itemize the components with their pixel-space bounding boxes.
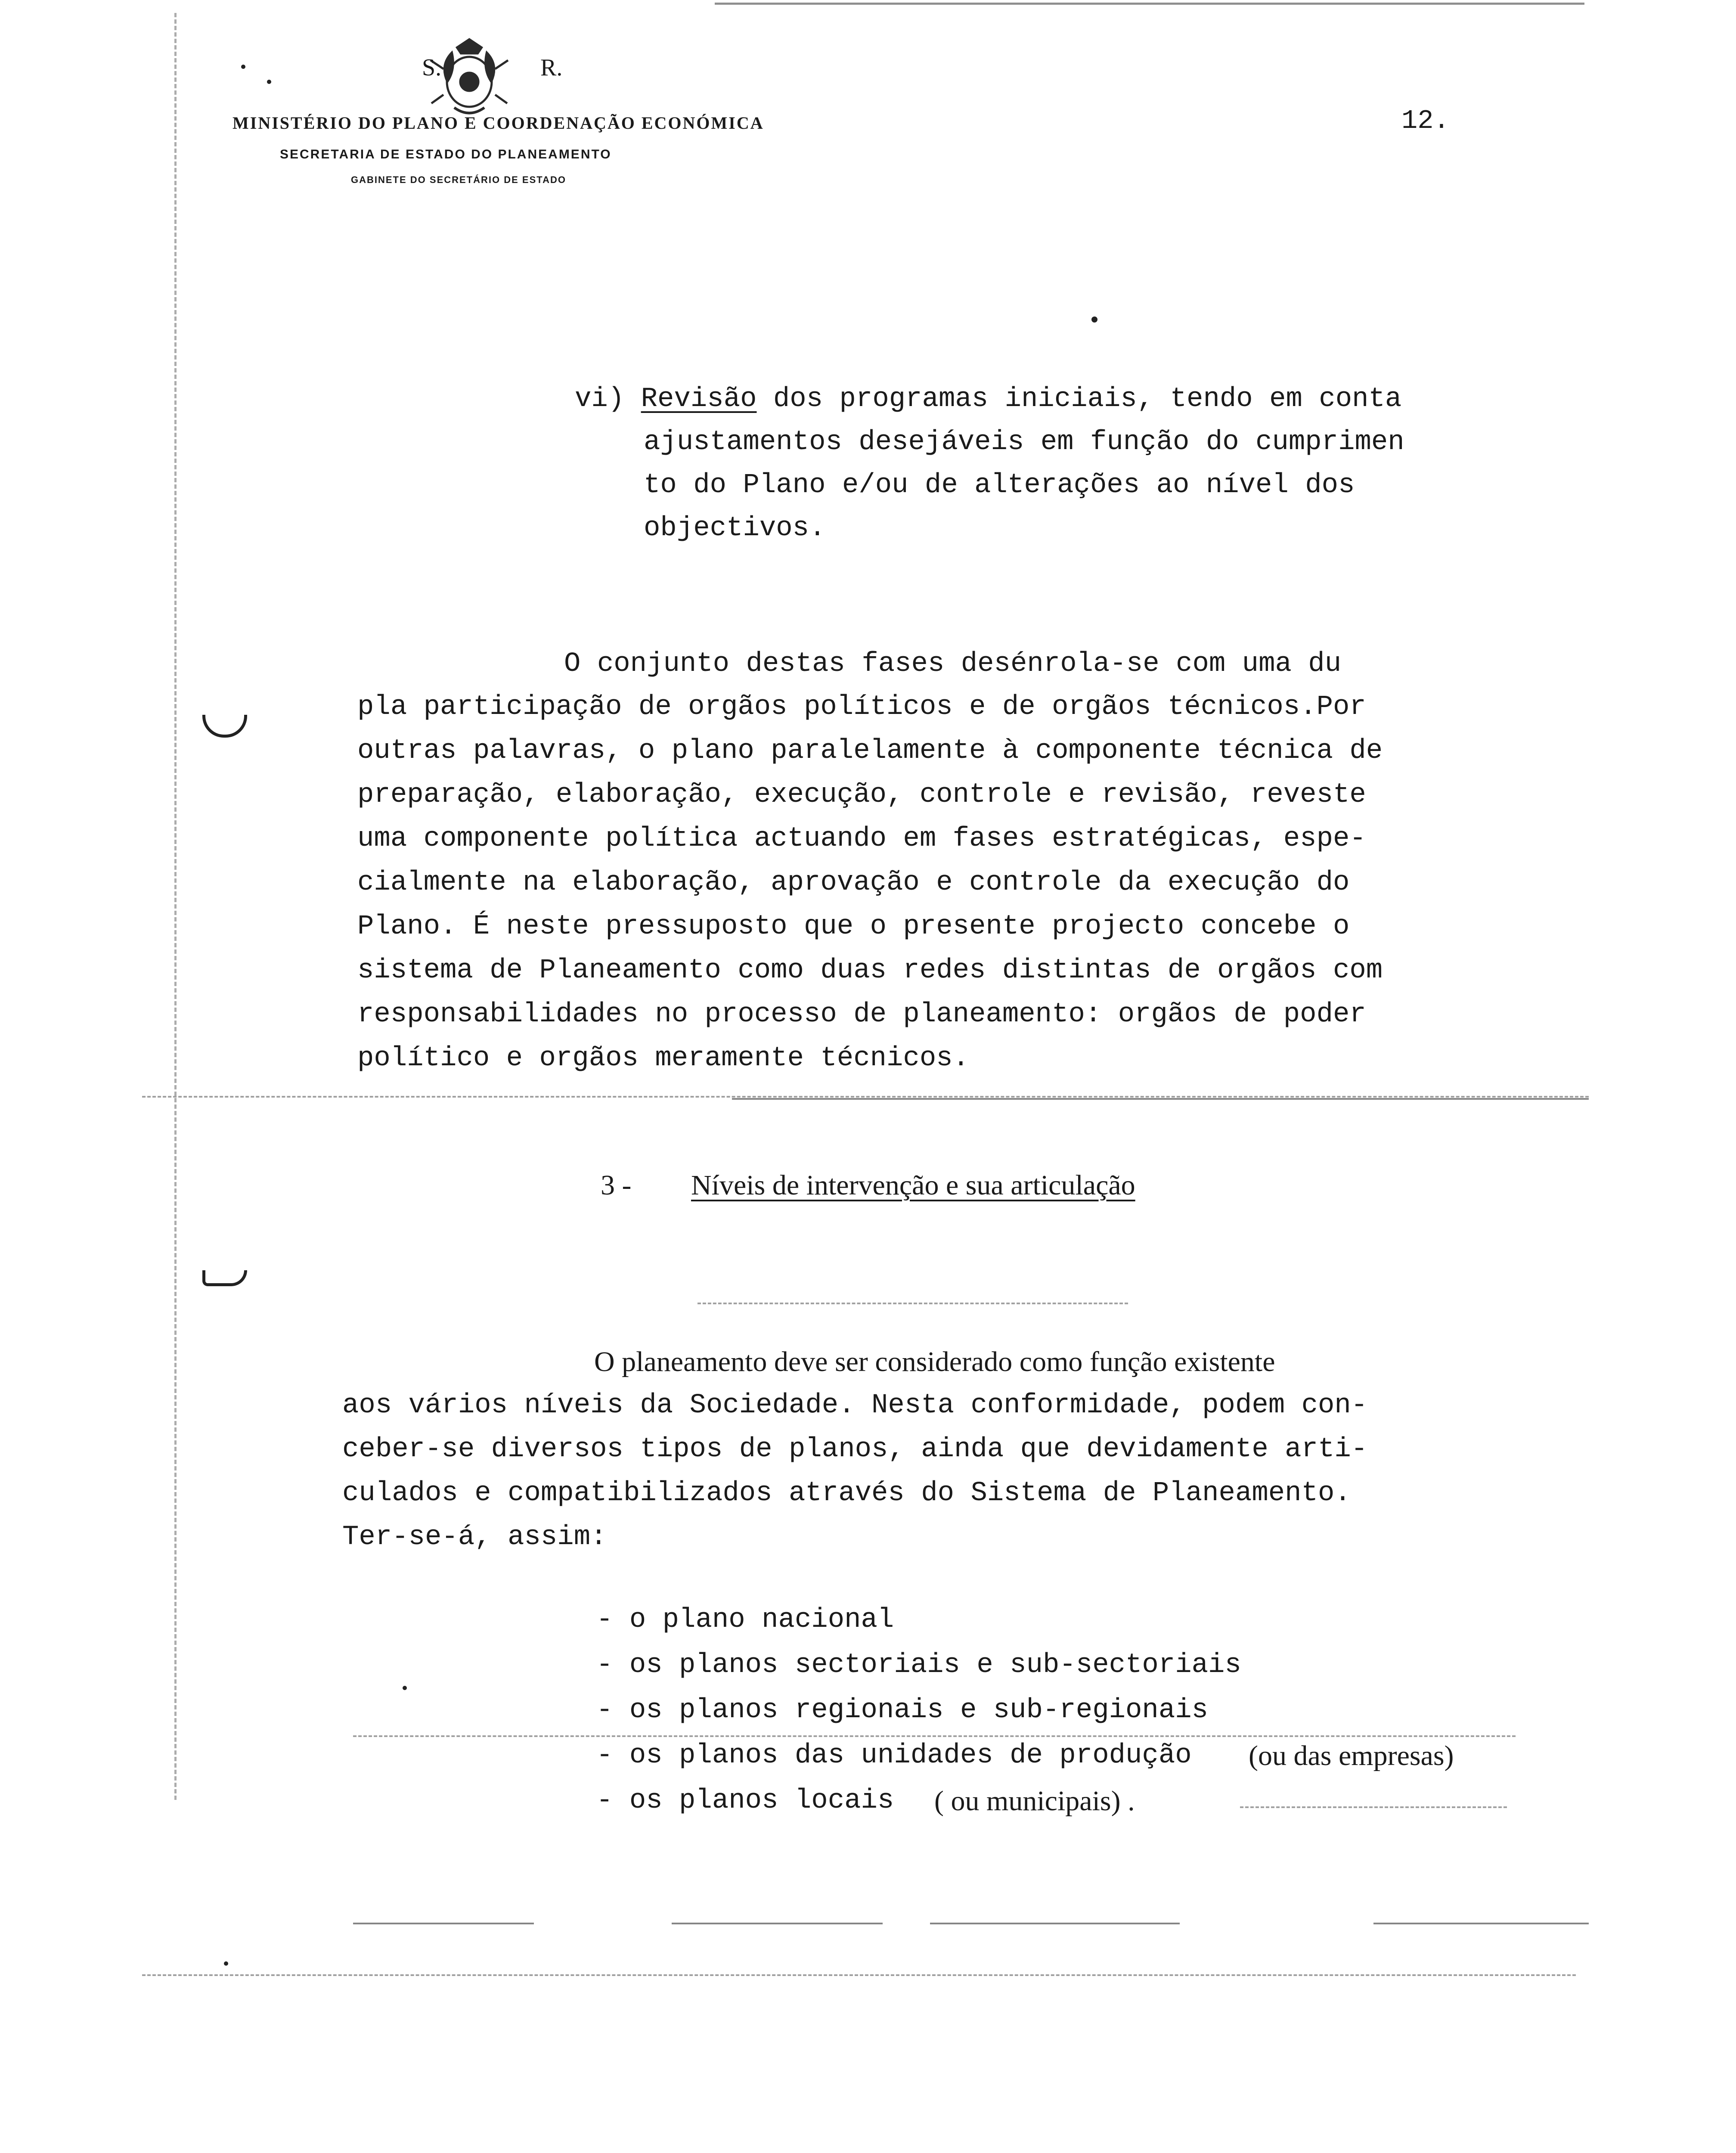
list-dash: - — [596, 1650, 613, 1681]
paragraph-line: cialmente na elaboração, aprovação e controle da execução do — [357, 867, 1350, 898]
scan-rule-bottom-b — [672, 1923, 883, 1924]
section-number: 3 - — [601, 1170, 632, 1201]
list-text: os planos locais — [629, 1785, 894, 1816]
item-marker: vi) — [575, 384, 625, 415]
scan-rule-bottom-d — [1373, 1923, 1589, 1924]
staple-mark-upper — [202, 715, 247, 738]
list-note: ( ou municipais) . — [934, 1785, 1135, 1817]
paragraph-line: outras palavras, o plano paralelamente à componente técnica de — [357, 735, 1383, 766]
scan-speck — [403, 1686, 407, 1690]
paragraph-line: Ter-se-á, assim: — [342, 1522, 607, 1553]
paragraph-line: Plano. É neste pressuposto que o presente projecto concebe o — [357, 911, 1350, 942]
list-item — [596, 1651, 1241, 1679]
section-title: Níveis de intervenção e sua articulação — [691, 1170, 1135, 1201]
list-dash: - — [596, 1740, 613, 1771]
cabinet-name: GABINETE DO SECRETÁRIO DE ESTADO — [351, 174, 566, 185]
paragraph-line: O conjunto destas fases desénrola-se com uma du — [564, 648, 1342, 679]
paragraph-line: preparação, elaboração, execução, controle e revisão, reveste — [357, 779, 1366, 810]
list-text: os planos regionais e sub-regionais — [629, 1695, 1209, 1726]
list-item — [596, 1606, 894, 1634]
list-item — [596, 1742, 1192, 1769]
scan-rule-upper-solid — [732, 1098, 1589, 1100]
scan-speck — [224, 1961, 228, 1966]
list-dash: - — [596, 1604, 613, 1635]
paragraph-line: aos vários níveis da Sociedade. Nesta conformidade, podem con- — [342, 1390, 1368, 1421]
list-item — [596, 1697, 1208, 1724]
scan-binding-edge — [174, 13, 177, 1800]
paragraph-line: O planeamento deve ser considerado como função existente — [594, 1346, 1275, 1377]
scan-speck — [241, 65, 245, 69]
seal-initial-left: S. — [422, 54, 442, 81]
list-item-vi-line: to do Plano e/ou de alterações ao nível dos — [644, 470, 1355, 501]
scan-rule-upper — [142, 1096, 1589, 1098]
ministry-name: MINISTÉRIO DO PLANO E COORDENAÇÃO ECONÓMICA — [232, 113, 764, 133]
scan-speck — [1091, 316, 1097, 323]
paragraph-line: culados e compatibilizados através do Sistema de Planeamento. — [342, 1478, 1351, 1509]
list-text: os planos sectoriais e sub-sectoriais — [629, 1650, 1241, 1681]
item-keyword: Revisão — [641, 384, 757, 415]
list-dash: - — [596, 1785, 613, 1816]
secretariat-name: SECRETARIA DE ESTADO DO PLANEAMENTO — [280, 147, 612, 161]
page-number: 12. — [1401, 105, 1450, 136]
staple-mark-lower — [202, 1270, 247, 1286]
paragraph-line: sistema de Planeamento como duas redes distintas de orgãos com — [357, 955, 1383, 986]
paragraph-line: responsabilidades no processo de planeamento: orgãos de poder — [357, 999, 1366, 1030]
scan-top-rule — [715, 3, 1584, 5]
scan-rule-list-end — [1240, 1806, 1507, 1808]
scan-rule-bottom-a — [353, 1923, 534, 1924]
scan-rule-bottom — [142, 1974, 1576, 1976]
seal-initial-right: R. — [540, 54, 563, 81]
list-item — [596, 1787, 894, 1815]
list-item-vi-line — [575, 385, 1401, 413]
list-text: os planos das unidades de produção — [629, 1740, 1192, 1771]
list-item-vi-line: ajustamentos desejáveis em função do cumprimen — [644, 427, 1404, 458]
item-text: dos programas iniciais, tendo em conta — [756, 384, 1402, 415]
list-item-vi-line: objectivos. — [644, 513, 826, 544]
list-text: o plano nacional — [629, 1604, 894, 1635]
paragraph-line: pla participação de orgãos políticos e de orgãos técnicos.Por — [357, 692, 1366, 723]
paragraph-line: uma componente política actuando em fases estratégicas, espe- — [357, 823, 1366, 854]
scan-speck — [267, 80, 271, 84]
paragraph-line: político e orgãos meramente técnicos. — [357, 1043, 970, 1074]
scan-rule-list — [353, 1735, 1516, 1737]
paragraph-line: ceber-se diversos tipos de planos, ainda que devidamente arti- — [342, 1434, 1368, 1465]
scan-rule-bottom-c — [930, 1923, 1180, 1924]
list-note: (ou das empresas) — [1249, 1740, 1454, 1771]
scan-rule-mid — [698, 1303, 1128, 1304]
list-dash: - — [596, 1695, 613, 1726]
